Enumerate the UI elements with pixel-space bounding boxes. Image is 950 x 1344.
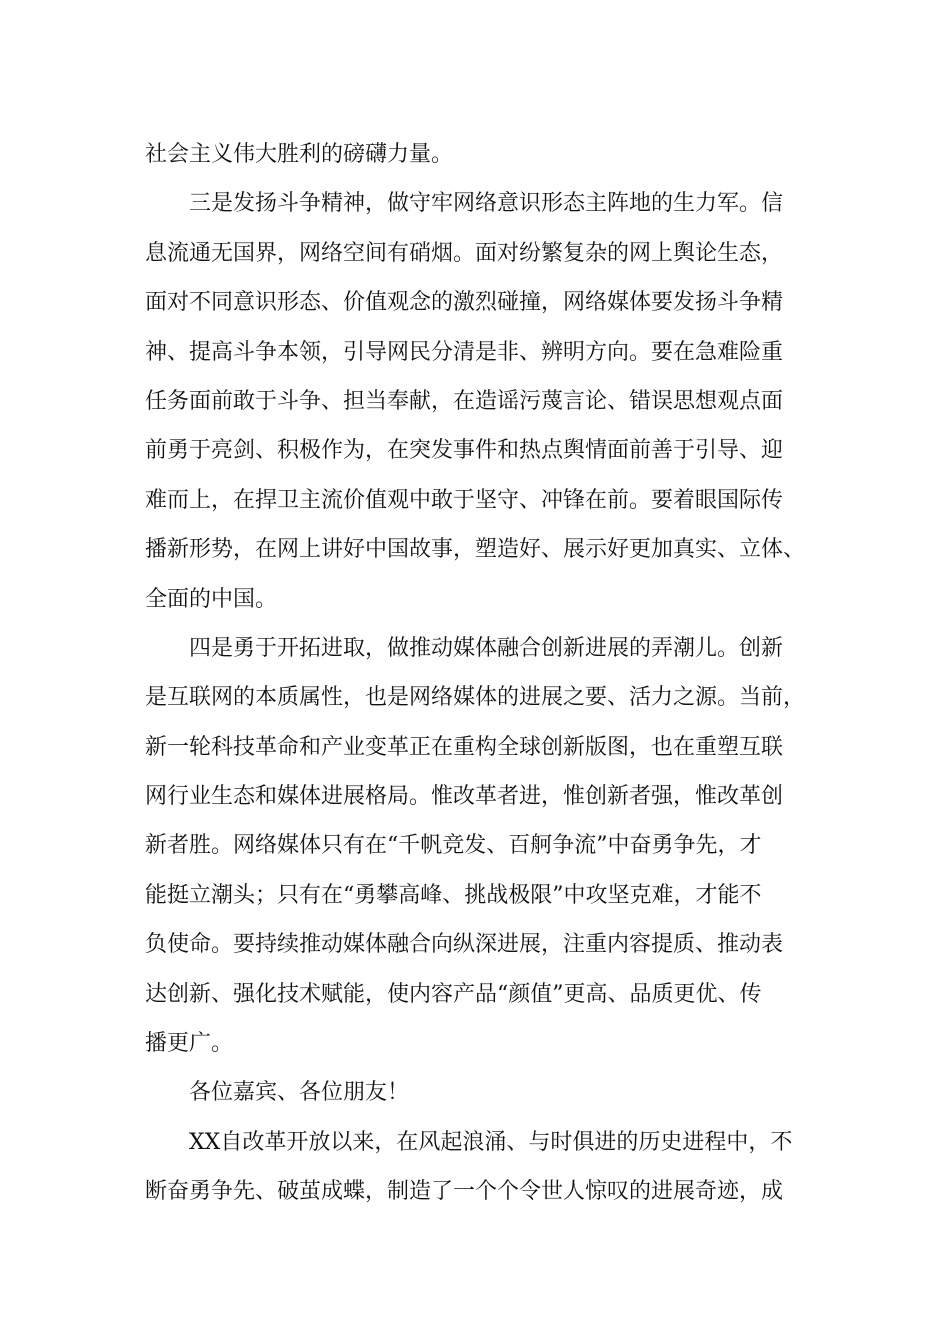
text-line: 达创新、强化技术赋能，使内容产品“颜值”更高、品质更优、传 — [145, 981, 762, 1007]
text-line: 新者胜。网络媒体只有在“千帆竞发、百舸争流”中奋勇争先，才 — [145, 833, 762, 859]
text-line: 全面的中国。 — [145, 586, 278, 612]
text-line: 面对不同意识形态、价值观念的激烈碰撞，网络媒体要发扬斗争精 — [145, 290, 784, 316]
text-line: 难而上，在捍卫主流价值观中敢于坚守、冲锋在前。要着眼国际传 — [145, 487, 784, 513]
text-line: 神、提高斗争本领，引导网民分清是非、辨明方向。要在急难险重 — [145, 339, 784, 365]
text-line: 播新形势，在网上讲好中国故事，塑造好、展示好更加真实、立体、 — [145, 537, 806, 563]
text-line: 社会主义伟大胜利的磅礴力量。 — [145, 142, 454, 167]
text-line: 播更广。 — [145, 1031, 234, 1057]
text-line: 前勇于亮剑、积极作为，在突发事件和热点舆情面前善于引导、迎 — [145, 438, 784, 464]
text-line: 息流通无国界，网络空间有硝烟。面对纷繁复杂的网上舆论生态， — [145, 240, 784, 266]
text-line: 新一轮科技革命和产业变革正在重构全球创新版图，也在重塑互联 — [145, 734, 784, 760]
text-line: 任务面前敢于斗争、担当奉献，在造谣污蔑言论、错误思想观点面 — [145, 388, 784, 414]
paragraph-first-line: 四是勇于开拓进取，做推动媒体融合创新进展的弄潮儿。创新 — [189, 635, 784, 661]
text-line: 断奋勇争先、破茧成蝶，制造了一个个令世人惊叹的进展奇迹，成 — [145, 1179, 784, 1205]
paragraph-first-line: 三是发扬斗争精神，做守牢网络意识形态主阵地的生力军。信 — [189, 191, 784, 217]
text-line: 负使命。要持续推动媒体融合向纵深进展，注重内容提质、推动表 — [145, 932, 784, 958]
text-line: 能挺立潮头；只有在“勇攀高峰、挑战极限”中攻坚克难，才能不 — [145, 882, 762, 908]
salutation-line: 各位嘉宾、各位朋友！ — [189, 1080, 410, 1106]
text-line: 是互联网的本质属性，也是网络媒体的进展之要、活力之源。当前， — [145, 685, 806, 711]
text-line: 网行业生态和媒体进展格局。惟改革者进，惟创新者强，惟改革创 — [145, 784, 784, 810]
document-body — [145, 130, 825, 1217]
paragraph-first-line: XX自改革开放以来，在风起浪涌、与时俱进的历史进程中，不 — [189, 1129, 793, 1155]
